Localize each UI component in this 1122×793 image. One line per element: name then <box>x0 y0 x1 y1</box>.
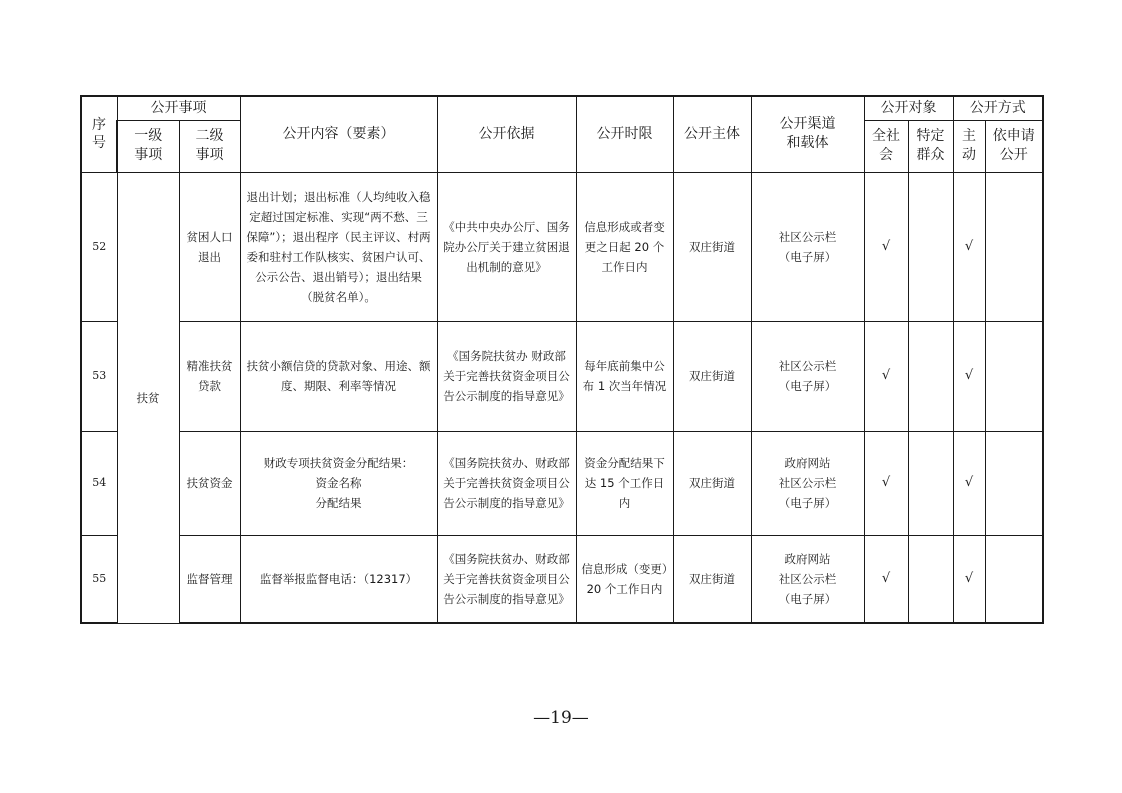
row-mth-active: √ <box>953 321 985 431</box>
row-seq: 54 <box>81 431 117 535</box>
header-content: 公开内容（要素） <box>240 96 437 172</box>
row-mth-active: √ <box>953 535 985 623</box>
row-obj-all: √ <box>864 172 908 321</box>
row-mth-active: √ <box>953 172 985 321</box>
header-object-group: 公开对象 <box>864 96 953 120</box>
row-level2: 精准扶贫贷款 <box>179 321 240 431</box>
table-row <box>81 172 1043 321</box>
row-mth-request <box>985 535 1043 623</box>
row-basis: 《国务院扶贫办、财政部关于完善扶贫资金项目公告公示制度的指导意见》 <box>437 431 576 535</box>
header-time-limit: 公开时限 <box>576 96 673 172</box>
row-mth-request <box>985 321 1043 431</box>
row-content: 扶贫小额信贷的贷款对象、用途、额度、期限、利率等情况 <box>240 321 437 431</box>
header-item-group: 公开事项 <box>117 96 240 120</box>
row-channel: 社区公示栏（电子屏） <box>751 172 864 321</box>
header-mth-request: 依申请公开 <box>985 120 1043 172</box>
row-obj-specific <box>908 172 953 321</box>
row-content: 退出计划；退出标准（人均纯收入稳定超过国定标准、实现“两不愁、三保障”）；退出程序（民主评议、村两委和驻村工作队核实、贫困户认可、公示公告、退出销号）；退出结果（脱贫名单）。 <box>240 172 437 321</box>
row-obj-all: √ <box>864 431 908 535</box>
disclosure-table <box>80 95 1044 624</box>
row-time-limit: 信息形成（变更）20 个工作日内 <box>576 535 673 623</box>
row-basis: 《国务院扶贫办、财政部关于完善扶贫资金项目公告公示制度的指导意见》 <box>437 535 576 623</box>
row-mth-active: √ <box>953 431 985 535</box>
table-header <box>81 96 1043 172</box>
table-row <box>81 431 1043 535</box>
row-mth-request <box>985 172 1043 321</box>
row-obj-specific <box>908 321 953 431</box>
row-subject: 双庄街道 <box>673 321 751 431</box>
row-basis: 《国务院扶贫办 财政部关于完善扶贫资金项目公告公示制度的指导意见》 <box>437 321 576 431</box>
header-mth-active: 主动 <box>953 120 985 172</box>
level1-cell: 扶贫 <box>117 172 179 623</box>
row-obj-specific <box>908 431 953 535</box>
row-subject: 双庄街道 <box>673 535 751 623</box>
row-mth-request <box>985 431 1043 535</box>
row-channel: 政府网站 社区公示栏 （电子屏） <box>751 535 864 623</box>
row-channel: 政府网站 社区公示栏 （电子屏） <box>751 431 864 535</box>
table-row <box>81 535 1043 623</box>
header-channel: 公开渠道和载体 <box>751 96 864 172</box>
header-level1: 一级事项 <box>117 120 179 172</box>
row-content: 财政专项扶贫资金分配结果： 资金名称 分配结果 <box>240 431 437 535</box>
row-seq: 53 <box>81 321 117 431</box>
header-basis: 公开依据 <box>437 96 576 172</box>
row-obj-specific <box>908 535 953 623</box>
row-level2: 监督管理 <box>179 535 240 623</box>
row-content: 监督举报监督电话：（12317） <box>240 535 437 623</box>
row-basis: 《中共中央办公厅、国务院办公厅关于建立贫困退出机制的意见》 <box>437 172 576 321</box>
row-subject: 双庄街道 <box>673 172 751 321</box>
row-channel: 社区公示栏（电子屏） <box>751 321 864 431</box>
row-subject: 双庄街道 <box>673 431 751 535</box>
header-seq: 序号 <box>81 96 117 172</box>
header-subject: 公开主体 <box>673 96 751 172</box>
row-seq: 55 <box>81 535 117 623</box>
header-method-group: 公开方式 <box>953 96 1043 120</box>
row-obj-all: √ <box>864 321 908 431</box>
row-time-limit: 每年底前集中公布 1 次当年情况 <box>576 321 673 431</box>
row-time-limit: 信息形成或者变更之日起 20 个工作日内 <box>576 172 673 321</box>
row-seq: 52 <box>81 172 117 321</box>
table-row <box>81 321 1043 431</box>
header-obj-all: 全社会 <box>864 120 908 172</box>
row-level2: 贫困人口退出 <box>179 172 240 321</box>
row-level2: 扶贫资金 <box>179 431 240 535</box>
row-obj-all: √ <box>864 535 908 623</box>
header-level2: 二级事项 <box>179 120 240 172</box>
row-time-limit: 资金分配结果下达 15 个工作日内 <box>576 431 673 535</box>
page-number: —19— <box>533 708 589 728</box>
header-obj-specific: 特定群众 <box>908 120 953 172</box>
